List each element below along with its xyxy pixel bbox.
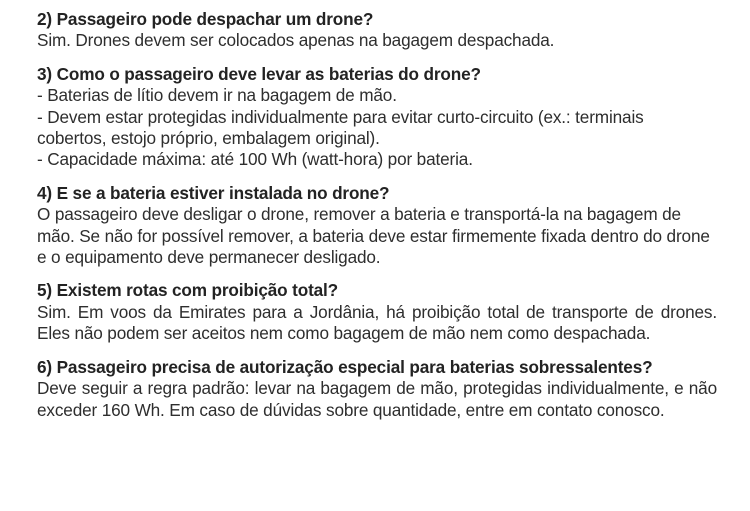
faq-answer-line: Sim. Drones devem ser colocados apenas na bagagem despachada. xyxy=(37,30,555,51)
faq-answer: O passageiro deve desligar o drone, remover a bateria e transportá-la na bagagem de mão. Se não for possível remover, a bateria deve estar firmemente fixada dentro do drone e o equipamento deve permanecer desligado. xyxy=(37,204,710,268)
faq-question: 3) Como o passageiro deve levar as baterias do drone? xyxy=(37,63,481,84)
faq-answer: Sim. Em voos da Emirates para a Jordânia, há proibição total de transporte de drones. Eles não podem ser aceitos nem como bagagem de mão nem como despachada. xyxy=(37,301,717,344)
faq-answer xyxy=(37,85,717,171)
faq-question: 6) Passageiro precisa de autorização especial para baterias sobressalentes? xyxy=(37,356,653,377)
faq-item-4 xyxy=(37,183,717,269)
faq-item-6 xyxy=(37,357,717,421)
faq-answer-line: - Capacidade máxima: até 100 Wh (watt-hora) por bateria. xyxy=(37,149,473,170)
faq-document xyxy=(37,9,717,433)
faq-answer-line: - Baterias de lítio devem ir na bagagem de mão. xyxy=(37,85,397,106)
faq-question: 2) Passageiro pode despachar um drone? xyxy=(37,9,374,29)
faq-item-2 xyxy=(37,9,717,52)
faq-item-3 xyxy=(37,64,717,171)
faq-answer xyxy=(37,30,717,51)
faq-question: 5) Existem rotas com proibição total? xyxy=(37,280,339,301)
faq-item-5 xyxy=(37,280,717,344)
faq-question: 4) E se a bateria estiver instalada no drone? xyxy=(37,182,390,203)
faq-answer-line: - Devem estar protegidas individualmente para evitar curto-circuito (ex.: terminais cobertos, estojo próprio, embalagem original). xyxy=(37,106,644,149)
faq-answer: Deve seguir a regra padrão: levar na bagagem de mão, protegidas individualmente, e não exceder 160 Wh. Em caso de dúvidas sobre quantidade, entre em contato conosco. xyxy=(37,378,717,420)
